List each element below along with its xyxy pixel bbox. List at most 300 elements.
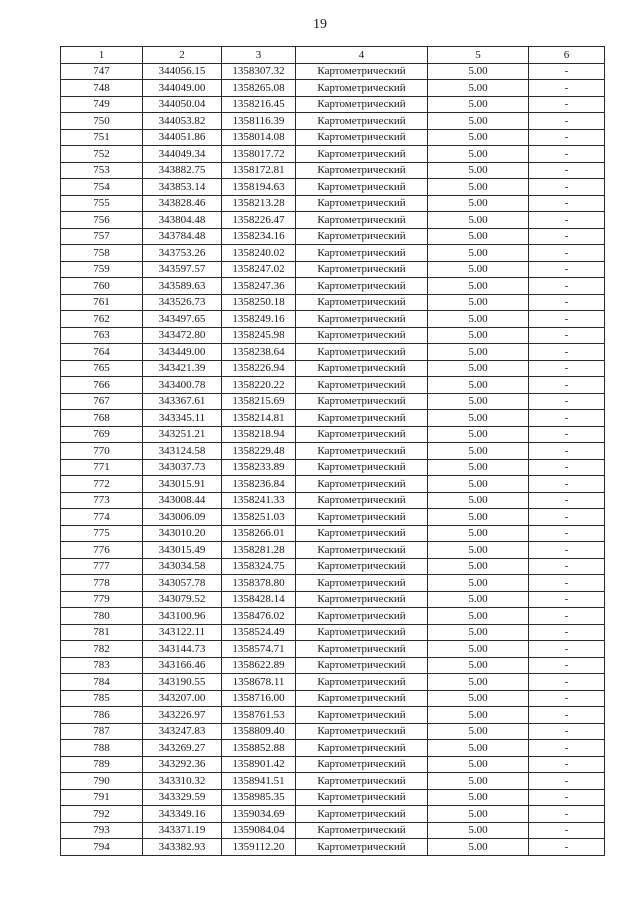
- note-cell: -: [529, 839, 605, 856]
- accuracy-cell: 5.00: [428, 509, 529, 526]
- point-number-cell: 784: [61, 674, 143, 691]
- point-number-cell: 748: [61, 80, 143, 97]
- accuracy-cell: 5.00: [428, 575, 529, 592]
- method-cell: Картометрический: [296, 624, 428, 641]
- point-number-cell: 763: [61, 327, 143, 344]
- y-coordinate-cell: 1358716.00: [222, 690, 296, 707]
- note-cell: -: [529, 294, 605, 311]
- table-row: [61, 96, 605, 113]
- x-coordinate-cell: 343345.11: [143, 410, 222, 427]
- y-coordinate-cell: 1358378.80: [222, 575, 296, 592]
- y-coordinate-cell: 1358985.35: [222, 789, 296, 806]
- x-coordinate-cell: 343226.97: [143, 707, 222, 724]
- accuracy-cell: 5.00: [428, 624, 529, 641]
- accuracy-cell: 5.00: [428, 657, 529, 674]
- accuracy-cell: 5.00: [428, 311, 529, 328]
- point-number-cell: 750: [61, 113, 143, 130]
- note-cell: -: [529, 657, 605, 674]
- note-cell: -: [529, 195, 605, 212]
- point-number-cell: 776: [61, 542, 143, 559]
- table-header: [61, 47, 605, 64]
- table-row: [61, 789, 605, 806]
- x-coordinate-cell: 343008.44: [143, 492, 222, 509]
- method-cell: Картометрический: [296, 426, 428, 443]
- accuracy-cell: 5.00: [428, 426, 529, 443]
- y-coordinate-cell: 1358236.84: [222, 476, 296, 493]
- y-coordinate-cell: 1358240.02: [222, 245, 296, 262]
- accuracy-cell: 5.00: [428, 327, 529, 344]
- x-coordinate-cell: 344050.04: [143, 96, 222, 113]
- point-number-cell: 774: [61, 509, 143, 526]
- y-coordinate-cell: 1358229.48: [222, 443, 296, 460]
- table-row: [61, 443, 605, 460]
- y-coordinate-cell: 1358428.14: [222, 591, 296, 608]
- column-header-6: 6: [529, 47, 605, 64]
- note-cell: -: [529, 228, 605, 245]
- header-row: [61, 47, 605, 64]
- method-cell: Картометрический: [296, 608, 428, 625]
- accuracy-cell: 5.00: [428, 756, 529, 773]
- method-cell: Картометрический: [296, 311, 428, 328]
- point-number-cell: 790: [61, 773, 143, 790]
- x-coordinate-cell: 343310.32: [143, 773, 222, 790]
- method-cell: Картометрический: [296, 575, 428, 592]
- method-cell: Картометрический: [296, 839, 428, 856]
- accuracy-cell: 5.00: [428, 542, 529, 559]
- table-body: [61, 63, 605, 855]
- point-number-cell: 759: [61, 261, 143, 278]
- accuracy-cell: 5.00: [428, 492, 529, 509]
- x-coordinate-cell: 343015.91: [143, 476, 222, 493]
- accuracy-cell: 5.00: [428, 113, 529, 130]
- x-coordinate-cell: 343853.14: [143, 179, 222, 196]
- table-row: [61, 212, 605, 229]
- y-coordinate-cell: 1358220.22: [222, 377, 296, 394]
- note-cell: -: [529, 591, 605, 608]
- table-row: [61, 723, 605, 740]
- method-cell: Картометрический: [296, 756, 428, 773]
- y-coordinate-cell: 1358226.47: [222, 212, 296, 229]
- point-number-cell: 775: [61, 525, 143, 542]
- y-coordinate-cell: 1358809.40: [222, 723, 296, 740]
- accuracy-cell: 5.00: [428, 591, 529, 608]
- method-cell: Картометрический: [296, 294, 428, 311]
- note-cell: -: [529, 575, 605, 592]
- y-coordinate-cell: 1358574.71: [222, 641, 296, 658]
- note-cell: -: [529, 146, 605, 163]
- point-number-cell: 777: [61, 558, 143, 575]
- point-number-cell: 783: [61, 657, 143, 674]
- note-cell: -: [529, 96, 605, 113]
- x-coordinate-cell: 343006.09: [143, 509, 222, 526]
- point-number-cell: 754: [61, 179, 143, 196]
- x-coordinate-cell: 343122.11: [143, 624, 222, 641]
- table-row: [61, 63, 605, 80]
- method-cell: Картометрический: [296, 723, 428, 740]
- note-cell: -: [529, 443, 605, 460]
- table-row: [61, 492, 605, 509]
- table-row: [61, 311, 605, 328]
- note-cell: -: [529, 162, 605, 179]
- table-row: [61, 278, 605, 295]
- point-number-cell: 769: [61, 426, 143, 443]
- table-row: [61, 806, 605, 823]
- accuracy-cell: 5.00: [428, 410, 529, 427]
- method-cell: Картометрический: [296, 591, 428, 608]
- x-coordinate-cell: 343472.80: [143, 327, 222, 344]
- table-row: [61, 542, 605, 559]
- note-cell: -: [529, 789, 605, 806]
- x-coordinate-cell: 344053.82: [143, 113, 222, 130]
- method-cell: Картометрический: [296, 80, 428, 97]
- method-cell: Картометрический: [296, 146, 428, 163]
- method-cell: Картометрический: [296, 245, 428, 262]
- note-cell: -: [529, 63, 605, 80]
- method-cell: Картометрический: [296, 261, 428, 278]
- y-coordinate-cell: 1358172.81: [222, 162, 296, 179]
- accuracy-cell: 5.00: [428, 822, 529, 839]
- note-cell: -: [529, 360, 605, 377]
- point-number-cell: 760: [61, 278, 143, 295]
- y-coordinate-cell: 1358524.49: [222, 624, 296, 641]
- x-coordinate-cell: 343367.61: [143, 393, 222, 410]
- table-row: [61, 773, 605, 790]
- method-cell: Картометрический: [296, 641, 428, 658]
- y-coordinate-cell: 1358194.63: [222, 179, 296, 196]
- y-coordinate-cell: 1358852.88: [222, 740, 296, 757]
- note-cell: -: [529, 410, 605, 427]
- x-coordinate-cell: 343037.73: [143, 459, 222, 476]
- point-number-cell: 781: [61, 624, 143, 641]
- note-cell: -: [529, 674, 605, 691]
- note-cell: -: [529, 608, 605, 625]
- accuracy-cell: 5.00: [428, 344, 529, 361]
- y-coordinate-cell: 1358216.45: [222, 96, 296, 113]
- note-cell: -: [529, 179, 605, 196]
- note-cell: -: [529, 723, 605, 740]
- y-coordinate-cell: 1358678.11: [222, 674, 296, 691]
- point-number-cell: 770: [61, 443, 143, 460]
- method-cell: Картометрический: [296, 542, 428, 559]
- accuracy-cell: 5.00: [428, 393, 529, 410]
- note-cell: -: [529, 377, 605, 394]
- method-cell: Картометрический: [296, 443, 428, 460]
- accuracy-cell: 5.00: [428, 179, 529, 196]
- x-coordinate-cell: 344051.86: [143, 129, 222, 146]
- table-row: [61, 608, 605, 625]
- accuracy-cell: 5.00: [428, 63, 529, 80]
- table-row: [61, 525, 605, 542]
- coordinates-table: [60, 46, 605, 856]
- table-row: [61, 756, 605, 773]
- table-row: [61, 146, 605, 163]
- table-row: [61, 839, 605, 856]
- x-coordinate-cell: 343329.59: [143, 789, 222, 806]
- table-row: [61, 129, 605, 146]
- point-number-cell: 792: [61, 806, 143, 823]
- method-cell: Картометрический: [296, 96, 428, 113]
- note-cell: -: [529, 641, 605, 658]
- column-header-1: 1: [61, 47, 143, 64]
- method-cell: Картометрический: [296, 476, 428, 493]
- x-coordinate-cell: 343449.00: [143, 344, 222, 361]
- table-row: [61, 822, 605, 839]
- table-row: [61, 591, 605, 608]
- point-number-cell: 788: [61, 740, 143, 757]
- accuracy-cell: 5.00: [428, 261, 529, 278]
- y-coordinate-cell: 1358116.39: [222, 113, 296, 130]
- point-number-cell: 747: [61, 63, 143, 80]
- point-number-cell: 766: [61, 377, 143, 394]
- x-coordinate-cell: 343828.46: [143, 195, 222, 212]
- note-cell: -: [529, 542, 605, 559]
- method-cell: Картометрический: [296, 212, 428, 229]
- y-coordinate-cell: 1358265.08: [222, 80, 296, 97]
- y-coordinate-cell: 1358941.51: [222, 773, 296, 790]
- y-coordinate-cell: 1358281.28: [222, 542, 296, 559]
- note-cell: -: [529, 756, 605, 773]
- method-cell: Картометрический: [296, 278, 428, 295]
- table-row: [61, 707, 605, 724]
- accuracy-cell: 5.00: [428, 839, 529, 856]
- accuracy-cell: 5.00: [428, 525, 529, 542]
- note-cell: -: [529, 278, 605, 295]
- point-number-cell: 779: [61, 591, 143, 608]
- accuracy-cell: 5.00: [428, 608, 529, 625]
- y-coordinate-cell: 1358266.01: [222, 525, 296, 542]
- table-row: [61, 674, 605, 691]
- y-coordinate-cell: 1358234.16: [222, 228, 296, 245]
- table-row: [61, 393, 605, 410]
- y-coordinate-cell: 1358476.02: [222, 608, 296, 625]
- point-number-cell: 794: [61, 839, 143, 856]
- method-cell: Картометрический: [296, 740, 428, 757]
- note-cell: -: [529, 212, 605, 229]
- accuracy-cell: 5.00: [428, 707, 529, 724]
- x-coordinate-cell: 344056.15: [143, 63, 222, 80]
- note-cell: -: [529, 245, 605, 262]
- method-cell: Картометрический: [296, 789, 428, 806]
- note-cell: -: [529, 393, 605, 410]
- accuracy-cell: 5.00: [428, 476, 529, 493]
- x-coordinate-cell: 343144.73: [143, 641, 222, 658]
- table-row: [61, 294, 605, 311]
- x-coordinate-cell: 343382.93: [143, 839, 222, 856]
- column-header-2: 2: [143, 47, 222, 64]
- accuracy-cell: 5.00: [428, 674, 529, 691]
- method-cell: Картометрический: [296, 228, 428, 245]
- method-cell: Картометрический: [296, 195, 428, 212]
- point-number-cell: 791: [61, 789, 143, 806]
- method-cell: Картометрический: [296, 707, 428, 724]
- table-row: [61, 690, 605, 707]
- accuracy-cell: 5.00: [428, 740, 529, 757]
- table-row: [61, 558, 605, 575]
- note-cell: -: [529, 344, 605, 361]
- x-coordinate-cell: 343804.48: [143, 212, 222, 229]
- method-cell: Картометрический: [296, 393, 428, 410]
- point-number-cell: 752: [61, 146, 143, 163]
- x-coordinate-cell: 343497.65: [143, 311, 222, 328]
- x-coordinate-cell: 343882.75: [143, 162, 222, 179]
- method-cell: Картометрический: [296, 525, 428, 542]
- method-cell: Картометрический: [296, 327, 428, 344]
- column-header-3: 3: [222, 47, 296, 64]
- note-cell: -: [529, 459, 605, 476]
- y-coordinate-cell: 1358241.33: [222, 492, 296, 509]
- point-number-cell: 753: [61, 162, 143, 179]
- y-coordinate-cell: 1358247.36: [222, 278, 296, 295]
- point-number-cell: 778: [61, 575, 143, 592]
- note-cell: -: [529, 558, 605, 575]
- x-coordinate-cell: 343526.73: [143, 294, 222, 311]
- note-cell: -: [529, 311, 605, 328]
- point-number-cell: 755: [61, 195, 143, 212]
- point-number-cell: 793: [61, 822, 143, 839]
- x-coordinate-cell: 343247.83: [143, 723, 222, 740]
- accuracy-cell: 5.00: [428, 146, 529, 163]
- x-coordinate-cell: 343166.46: [143, 657, 222, 674]
- accuracy-cell: 5.00: [428, 558, 529, 575]
- accuracy-cell: 5.00: [428, 212, 529, 229]
- method-cell: Картометрический: [296, 674, 428, 691]
- method-cell: Картометрический: [296, 806, 428, 823]
- accuracy-cell: 5.00: [428, 129, 529, 146]
- note-cell: -: [529, 327, 605, 344]
- point-number-cell: 780: [61, 608, 143, 625]
- note-cell: -: [529, 261, 605, 278]
- method-cell: Картометрический: [296, 492, 428, 509]
- table-row: [61, 624, 605, 641]
- note-cell: -: [529, 624, 605, 641]
- point-number-cell: 749: [61, 96, 143, 113]
- y-coordinate-cell: 1359034.69: [222, 806, 296, 823]
- x-coordinate-cell: 343100.96: [143, 608, 222, 625]
- column-header-5: 5: [428, 47, 529, 64]
- y-coordinate-cell: 1359084.04: [222, 822, 296, 839]
- x-coordinate-cell: 343190.55: [143, 674, 222, 691]
- method-cell: Картометрический: [296, 509, 428, 526]
- accuracy-cell: 5.00: [428, 723, 529, 740]
- method-cell: Картометрический: [296, 410, 428, 427]
- accuracy-cell: 5.00: [428, 459, 529, 476]
- y-coordinate-cell: 1358622.89: [222, 657, 296, 674]
- x-coordinate-cell: 343124.58: [143, 443, 222, 460]
- point-number-cell: 764: [61, 344, 143, 361]
- y-coordinate-cell: 1358761.53: [222, 707, 296, 724]
- y-coordinate-cell: 1358324.75: [222, 558, 296, 575]
- point-number-cell: 772: [61, 476, 143, 493]
- note-cell: -: [529, 476, 605, 493]
- x-coordinate-cell: 343015.49: [143, 542, 222, 559]
- point-number-cell: 758: [61, 245, 143, 262]
- table-row: [61, 261, 605, 278]
- y-coordinate-cell: 1358245.98: [222, 327, 296, 344]
- x-coordinate-cell: 343079.52: [143, 591, 222, 608]
- point-number-cell: 757: [61, 228, 143, 245]
- x-coordinate-cell: 343251.21: [143, 426, 222, 443]
- method-cell: Картометрический: [296, 162, 428, 179]
- point-number-cell: 789: [61, 756, 143, 773]
- table-row: [61, 426, 605, 443]
- note-cell: -: [529, 509, 605, 526]
- accuracy-cell: 5.00: [428, 360, 529, 377]
- accuracy-cell: 5.00: [428, 377, 529, 394]
- method-cell: Картометрический: [296, 690, 428, 707]
- y-coordinate-cell: 1358251.03: [222, 509, 296, 526]
- accuracy-cell: 5.00: [428, 162, 529, 179]
- table-row: [61, 162, 605, 179]
- x-coordinate-cell: 343421.39: [143, 360, 222, 377]
- method-cell: Картометрический: [296, 822, 428, 839]
- x-coordinate-cell: 343057.78: [143, 575, 222, 592]
- point-number-cell: 765: [61, 360, 143, 377]
- method-cell: Картометрический: [296, 129, 428, 146]
- note-cell: -: [529, 113, 605, 130]
- table-row: [61, 327, 605, 344]
- method-cell: Картометрический: [296, 459, 428, 476]
- note-cell: -: [529, 525, 605, 542]
- y-coordinate-cell: 1358307.32: [222, 63, 296, 80]
- table-row: [61, 459, 605, 476]
- y-coordinate-cell: 1358214.81: [222, 410, 296, 427]
- x-coordinate-cell: 343371.19: [143, 822, 222, 839]
- x-coordinate-cell: 343349.16: [143, 806, 222, 823]
- note-cell: -: [529, 740, 605, 757]
- method-cell: Картометрический: [296, 344, 428, 361]
- x-coordinate-cell: 343589.63: [143, 278, 222, 295]
- accuracy-cell: 5.00: [428, 690, 529, 707]
- note-cell: -: [529, 707, 605, 724]
- y-coordinate-cell: 1358901.42: [222, 756, 296, 773]
- method-cell: Картометрический: [296, 113, 428, 130]
- table-row: [61, 113, 605, 130]
- x-coordinate-cell: 343010.20: [143, 525, 222, 542]
- x-coordinate-cell: 343207.00: [143, 690, 222, 707]
- table-row: [61, 377, 605, 394]
- note-cell: -: [529, 492, 605, 509]
- method-cell: Картометрический: [296, 773, 428, 790]
- method-cell: Картометрический: [296, 360, 428, 377]
- note-cell: -: [529, 80, 605, 97]
- accuracy-cell: 5.00: [428, 806, 529, 823]
- point-number-cell: 751: [61, 129, 143, 146]
- method-cell: Картометрический: [296, 179, 428, 196]
- x-coordinate-cell: 343597.57: [143, 261, 222, 278]
- page-number: 19: [313, 17, 327, 32]
- accuracy-cell: 5.00: [428, 789, 529, 806]
- accuracy-cell: 5.00: [428, 195, 529, 212]
- x-coordinate-cell: 343400.78: [143, 377, 222, 394]
- note-cell: -: [529, 129, 605, 146]
- note-cell: -: [529, 426, 605, 443]
- accuracy-cell: 5.00: [428, 773, 529, 790]
- point-number-cell: 768: [61, 410, 143, 427]
- y-coordinate-cell: 1358218.94: [222, 426, 296, 443]
- table-row: [61, 360, 605, 377]
- table-row: [61, 476, 605, 493]
- method-cell: Картометрический: [296, 558, 428, 575]
- table-row: [61, 179, 605, 196]
- point-number-cell: 771: [61, 459, 143, 476]
- note-cell: -: [529, 773, 605, 790]
- note-cell: -: [529, 822, 605, 839]
- table-row: [61, 657, 605, 674]
- x-coordinate-cell: 343269.27: [143, 740, 222, 757]
- accuracy-cell: 5.00: [428, 641, 529, 658]
- point-number-cell: 787: [61, 723, 143, 740]
- y-coordinate-cell: 1358215.69: [222, 393, 296, 410]
